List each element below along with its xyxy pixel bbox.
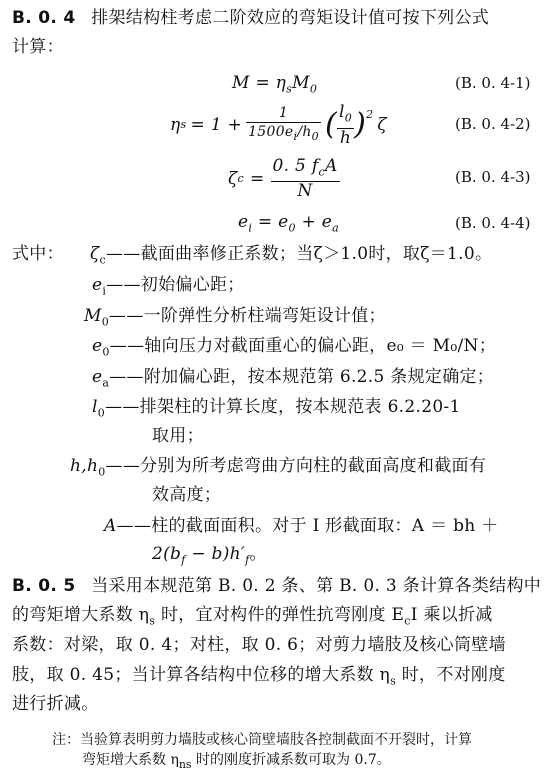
eq2-pnum-text: l (339, 102, 345, 123)
definition-m-0 (84, 306, 386, 332)
eq3-fraction (271, 157, 340, 200)
def-text: ——初始偏心距； (106, 275, 245, 296)
eq3-equals: = (249, 168, 265, 189)
def-symbol: ζ (90, 244, 100, 265)
b05-sub-s2: s (390, 674, 397, 688)
def-sub: 0 (97, 406, 106, 420)
eq3-num-sub: c (318, 165, 325, 179)
section-b04-intro-2: 计算： (12, 37, 64, 58)
equation-3 (228, 157, 340, 201)
def-symbol: e (92, 366, 103, 387)
eq2-fraction (246, 104, 321, 146)
equation-4-label: (B. 0. 4-4) (455, 213, 531, 232)
def-sub: i (102, 284, 107, 298)
eq2-paren-fraction (337, 103, 354, 146)
eq2-equals: = 1 + (190, 115, 243, 136)
note-line2 (82, 750, 391, 775)
eq3-zeta: ζ (228, 168, 238, 189)
section-b05-number: B. 0. 5 (12, 575, 76, 596)
def-sub: 0 (98, 465, 106, 479)
equation-1 (232, 73, 317, 99)
section-b04-intro-1: 排架结构柱考虑二阶效应的弯矩设计值可按下列公式 (91, 7, 490, 28)
eq1-sub-0: 0 (309, 81, 318, 95)
section-b05-line1 (12, 576, 541, 596)
eq4-e: e (238, 212, 249, 232)
def-a-cont-1: 2(b (152, 544, 182, 565)
def-sub: 0 (101, 314, 110, 328)
b05-text-5: 肢，取 0. 45；当计算各结构中位移的增大系数 η (12, 664, 391, 685)
section-b04-number: B. 0. 4 (12, 7, 76, 28)
def-sub: 0 (102, 345, 110, 359)
eq2-num: 1 (246, 104, 321, 123)
section-b04-line1 (12, 8, 489, 28)
equation-2-label: (B. 0. 4-2) (455, 114, 531, 133)
def-text: ——分别为所考虑弯曲方向柱的截面高度和截面有 (105, 456, 487, 477)
b05-sub-s: s (149, 614, 156, 628)
def-symbol: l (92, 397, 98, 418)
eq1-eta: = η (255, 72, 287, 93)
eq3-num-a: A (324, 155, 338, 176)
def-text: ——一阶弹性分析柱端弯矩设计值； (109, 305, 386, 326)
def-symbol: e (92, 336, 103, 357)
eq2-den-sub0: 0 (311, 130, 319, 144)
eq2-den-text: 1500e (248, 124, 294, 141)
def-text: ——轴向压力对截面重心的偏心距，e₀ ＝ M₀/N； (109, 336, 496, 357)
eq2-den (246, 123, 321, 146)
note-sub: ns (178, 757, 192, 771)
def-a-cont-sub2: f (245, 553, 250, 567)
b05-text-1: 当采用本规范第 B. 0. 2 条、第 B. 0. 3 条计算各类结构中 (91, 575, 542, 596)
def-symbol: h,h (70, 456, 99, 477)
equation-3-label: (B. 0. 4-3) (455, 168, 531, 187)
def-text: ——截面曲率修正系数；当ζ＞1.0时，取ζ＝1.0。 (105, 244, 493, 265)
eq2-eta: η (170, 115, 181, 136)
note-text-a: 弯矩增大系数 η (82, 752, 179, 768)
def-a-cont-2: − b)h′ (185, 544, 246, 565)
def-symbol: M (84, 305, 102, 326)
definition-e-a (92, 367, 494, 393)
definition-l-0 (92, 397, 461, 423)
eq2-paren-close: ) (354, 107, 367, 143)
b05-text-4: I 乘以折减 (410, 605, 493, 626)
section-b05-line2 (12, 605, 493, 631)
b05-text-2: 的弯矩增大系数 η (12, 605, 150, 626)
note-line1: 注：当验算表明剪力墙肢或核心筒壁墙肢各控制截面不开裂时，计算 (52, 732, 472, 748)
section-b05-line3: 系数：对梁，取 0. 4；对柱，取 0. 6；对剪力墙肢及核心筒壁墙 (12, 635, 506, 656)
definition-a (104, 516, 499, 536)
section-b05-line5: 进行折减。 (12, 694, 99, 715)
def-text: ——排架柱的计算长度，按本规范表 6.2.20-1 (105, 397, 461, 418)
def-symbol: A (104, 515, 117, 536)
definition-e-i (92, 275, 245, 301)
def-a-cont-sub1: f (181, 553, 186, 567)
definition-a-cont (152, 544, 267, 570)
eq4-sub-0: 0 (288, 221, 296, 235)
eq2-power: 2 (366, 108, 374, 122)
eq2-pden: h (339, 127, 352, 148)
def-a-cont-end: 。 (249, 544, 267, 565)
eq2-den-sub: i (293, 130, 298, 144)
note-text-b: 时的刚度折减系数可取为 0.7。 (191, 752, 391, 768)
eq4-sub-a: a (332, 221, 340, 235)
section-b05-line4 (12, 665, 506, 691)
definition-zeta-c (90, 244, 492, 270)
b05-text-6: 时，不对刚度 (396, 664, 506, 685)
definitions-prefix: 式中： (12, 244, 64, 265)
def-sub: c (99, 253, 106, 267)
def-text: ——柱的截面面积。对于 I 形截面取：A ＝ bh ＋ (116, 515, 499, 536)
definition-l-0-cont: 取用； (152, 425, 204, 446)
eq3-sub-c: c (237, 171, 244, 185)
definition-e-0 (92, 336, 496, 362)
eq2-den-tail: /h (297, 124, 312, 141)
b05-text-3: 时，宜对构件的弹性抗弯刚度 E (155, 605, 405, 626)
eq3-num (271, 157, 340, 182)
eq3-den: N (297, 181, 313, 202)
eq1-m: M (292, 72, 310, 93)
eq1-sub-s: s (286, 81, 293, 95)
eq2-pnum-sub: 0 (344, 111, 353, 125)
definition-h-h0-cont: 效高度； (152, 485, 222, 506)
eq2-pnum (337, 103, 354, 128)
equation-2 (170, 103, 387, 147)
def-text: ——附加偏心距，按本规范第 6.2.5 条规定确定； (109, 366, 495, 387)
eq2-zeta: ζ (377, 115, 387, 136)
eq2-sub-s: s (180, 118, 187, 132)
eq4-sub-i: i (248, 221, 253, 235)
b05-sub-c: c (404, 614, 411, 628)
def-sub: a (102, 376, 110, 390)
equation-4 (238, 212, 339, 238)
eq3-num-text: 0. 5 f (272, 155, 319, 176)
eq1-lhs: M (232, 72, 250, 93)
eq4-eq: = e (257, 212, 289, 232)
definition-h-h0 (70, 456, 486, 482)
def-symbol: e (92, 275, 103, 296)
eq4-plus: + e (301, 212, 333, 232)
equation-1-label: (B. 0. 4-1) (455, 74, 531, 93)
eq2-paren-open: ( (324, 107, 337, 143)
